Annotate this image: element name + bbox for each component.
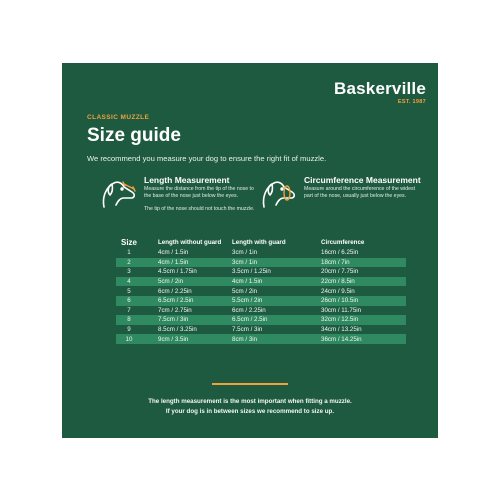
table-row	[116, 306, 406, 316]
cell-length-with-guard: 5cm / 2in	[232, 287, 258, 295]
cell-size: 3	[127, 268, 131, 276]
footnote-line-1: The length measurement is the most important when fitting a muzzle.	[148, 398, 352, 405]
table-row	[116, 277, 406, 287]
cell-circumference: 20cm / 7.75in	[321, 268, 359, 276]
size-table-header	[116, 236, 406, 248]
cell-length-with-guard: 3.5cm / 1.25in	[232, 268, 271, 276]
cell-length-with-guard: 7.5cm / 3in	[232, 326, 263, 334]
footnote-line-2: If your dog is in between sizes we recommend to size up.	[165, 407, 335, 415]
cell-circumference: 18cm / 7in	[321, 258, 350, 266]
cell-size: 4	[127, 278, 131, 286]
table-row	[116, 248, 406, 258]
size-table	[116, 236, 406, 344]
header-length-with-guard: Length with guard	[232, 238, 286, 246]
cell-length-with-guard: 5.5cm / 2in	[232, 297, 263, 305]
cell-circumference: 22cm / 8.5in	[321, 278, 355, 286]
cell-circumference: 32cm / 12.5in	[321, 316, 359, 324]
table-row	[116, 296, 406, 306]
circumference-measurement-description: Measure around the circumference of the widest part of the nose, usually just below the eyes.	[304, 186, 416, 200]
table-row	[116, 325, 406, 335]
cell-circumference: 34cm / 13.25in	[321, 326, 362, 334]
cell-length-with-guard: 3cm / 1in	[232, 258, 258, 266]
product-tagline: CLASSIC MUZZLE	[87, 114, 150, 121]
length-measurement-description	[144, 186, 259, 213]
cell-length-without-guard: 8.5cm / 3.25in	[158, 326, 197, 334]
cell-circumference: 16cm / 6.25in	[321, 249, 359, 257]
header-size: Size	[120, 237, 137, 247]
cell-length-with-guard: 6.5cm / 2.5in	[232, 316, 268, 324]
cell-length-with-guard: 6cm / 2.25in	[232, 306, 266, 314]
brand-logo	[334, 80, 426, 105]
cell-length-without-guard: 4cm / 1.5in	[158, 249, 189, 257]
cell-circumference: 36cm / 14.25in	[321, 335, 362, 343]
table-row	[116, 258, 406, 268]
cell-length-with-guard: 3cm / 1in	[232, 249, 258, 257]
cell-size: 7	[127, 306, 131, 314]
cell-length-without-guard: 4cm / 1.5in	[158, 258, 189, 266]
table-row	[116, 267, 406, 277]
length-measurement-note: The tip of the nose should not touch the muzzle.	[144, 205, 255, 212]
cell-size: 2	[127, 258, 131, 266]
cell-length-without-guard: 7.5cm / 3in	[158, 316, 189, 324]
cell-circumference: 26cm / 10.5in	[321, 297, 359, 305]
brand-name: Baskerville	[334, 79, 426, 98]
header-length-without-guard: Length without guard	[158, 238, 222, 246]
footnote	[62, 397, 438, 416]
cell-size: 9	[127, 326, 131, 334]
table-row	[116, 315, 406, 325]
cell-length-with-guard: 4cm / 1.5in	[232, 278, 263, 286]
cell-size: 1	[127, 249, 131, 257]
footnote-divider	[212, 383, 288, 385]
cell-length-without-guard: 7cm / 2.75in	[158, 306, 192, 314]
cell-length-without-guard: 6.5cm / 2.5in	[158, 297, 194, 305]
cell-length-without-guard: 5cm / 2in	[158, 278, 184, 286]
size-table-body	[116, 248, 406, 344]
cell-length-without-guard: 9cm / 3.5in	[158, 335, 189, 343]
size-guide-card	[62, 63, 438, 438]
circumference-measurement-title: Circumference Measurement	[304, 175, 421, 185]
dog-head-length-icon	[98, 173, 142, 213]
cell-circumference: 24cm / 9.5in	[321, 287, 355, 295]
cell-size: 5	[127, 287, 131, 295]
brand-established: EST. 1987	[397, 99, 426, 105]
cell-length-with-guard: 8cm / 3in	[232, 335, 258, 343]
table-row	[116, 286, 406, 296]
cell-length-without-guard: 4.5cm / 1.75in	[158, 268, 197, 276]
cell-size: 10	[125, 335, 133, 343]
cell-length-without-guard: 6cm / 2.25in	[158, 287, 192, 295]
cell-circumference: 30cm / 11.75in	[321, 306, 362, 314]
table-row	[116, 334, 406, 344]
dog-head-circumference-icon	[258, 173, 302, 213]
intro-text: We recommend you measure your dog to ensure the right fit of muzzle.	[87, 154, 327, 163]
cell-size: 6	[127, 297, 131, 305]
page-title: Size guide	[87, 125, 181, 146]
header-circumference: Circumference	[321, 238, 365, 246]
length-measurement-title: Length Measurement	[144, 175, 230, 185]
cell-size: 8	[127, 316, 131, 324]
length-measurement-text: Measure the distance from the tip of the nose to the base of the nose just below the eyes.	[144, 186, 254, 200]
